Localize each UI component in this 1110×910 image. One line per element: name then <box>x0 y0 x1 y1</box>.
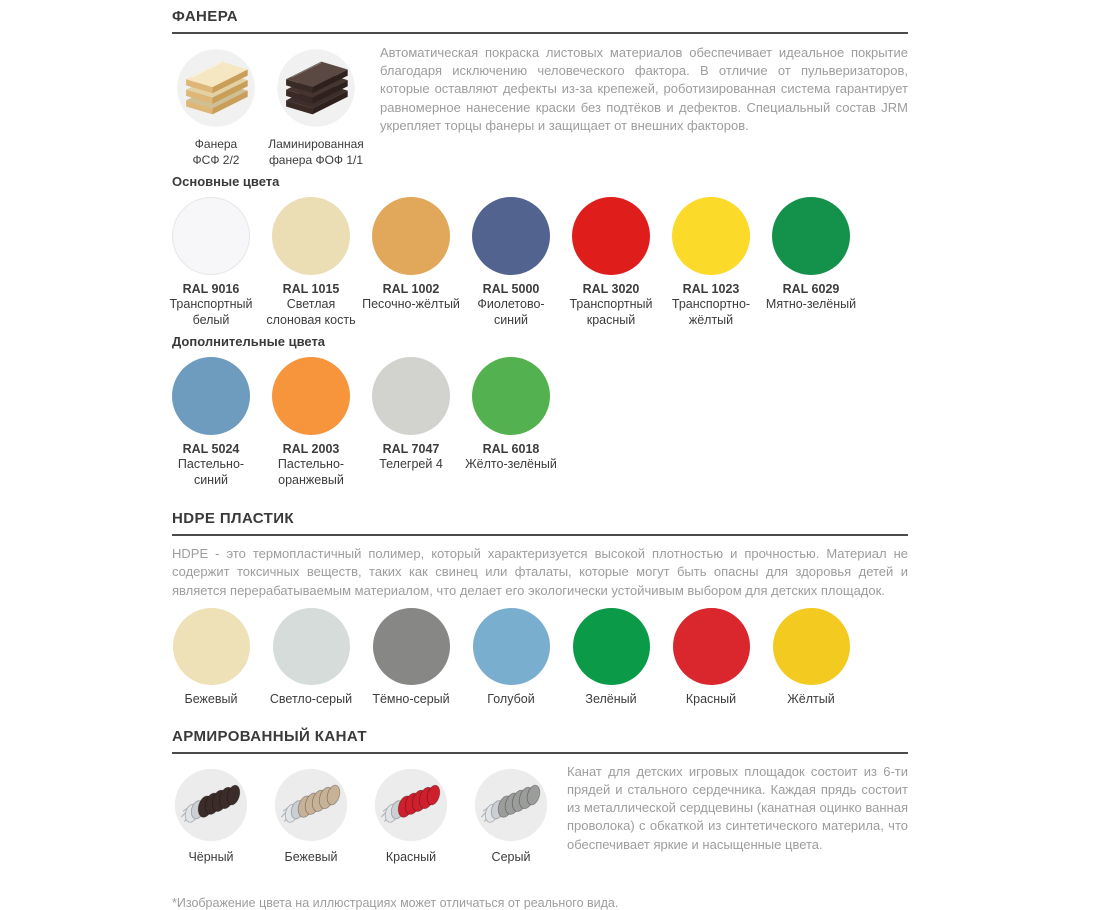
color-swatch <box>761 189 861 328</box>
color-circle <box>172 197 250 275</box>
color-circle <box>772 197 850 275</box>
color-name: Голубой <box>487 691 535 706</box>
color-circle <box>172 357 250 435</box>
color-name: Тёмно-серый <box>372 691 450 706</box>
color-circle <box>573 608 650 685</box>
color-name: Красный <box>685 691 737 706</box>
rope-image <box>261 763 361 847</box>
color-swatch <box>461 189 561 328</box>
color-swatch <box>461 600 561 706</box>
plywood-fsf-image <box>172 44 260 132</box>
section-rope <box>172 728 908 864</box>
ral-code: RAL 7047 <box>382 442 440 457</box>
plywood-description: Автоматическая покраска листовых материалов обеспечивает идеальное покрытие благодаря исключению человеческого фактора. В отличие от пульверизаторов, которые оставляют дефекты из-за крепежей, роботизированная система гарантирует равномерное нанесение краски без подтёков и дефектов. Специальный состав JRM укрепляет торцы фанеры и защищает от внешних факторов. <box>380 45 908 133</box>
plywood-intro-row <box>172 44 908 168</box>
ral-code: RAL 9016 <box>182 282 240 297</box>
color-name: Жёлто-зелёный <box>465 457 557 472</box>
main-colors-title: Основные цвета <box>172 174 280 190</box>
color-circle <box>272 197 350 275</box>
extra-colors-title: Дополнительные цвета <box>172 334 326 350</box>
color-swatch <box>561 189 661 328</box>
rope-image <box>161 763 261 847</box>
plywood-section-title: ФАНЕРА <box>172 8 908 34</box>
footnote: *Изображение цвета на иллюстрациях может отличаться от реального вида. <box>172 895 619 910</box>
rope-sample <box>461 763 561 864</box>
color-name: Транспортный красный <box>569 297 653 328</box>
color-swatch <box>261 349 361 488</box>
color-circle <box>673 608 750 685</box>
color-name: Фиолетово-синий <box>477 297 545 328</box>
ral-code: RAL 5000 <box>482 282 540 297</box>
color-swatch <box>261 600 361 706</box>
color-circle <box>672 197 750 275</box>
color-circle <box>173 608 250 685</box>
ral-code: RAL 6018 <box>482 442 540 457</box>
rope-color-name: Красный <box>385 849 437 864</box>
color-circle <box>472 357 550 435</box>
color-name: Мятно-зелёный <box>765 297 857 312</box>
color-name: Зелёный <box>585 691 637 706</box>
content-column <box>169 8 908 910</box>
rope-sample <box>361 763 461 864</box>
color-swatch <box>161 600 261 706</box>
rope-description: Канат для детских игровых площадок состоит из 6-ти прядей и стального сердечника. Каждая прядь состоит из металлической сердцевины (канатная оцинко ванная проволока) с обкаткой из синтетического материла, что обеспечивает яркие и насыщенные цвета. <box>567 763 908 852</box>
ral-code: RAL 6029 <box>782 282 840 297</box>
section-hdpe <box>172 510 908 706</box>
color-circle <box>473 608 550 685</box>
color-name: Светлая слоновая кость <box>266 297 356 328</box>
color-name: Транспортно-жёлтый <box>671 297 751 328</box>
rope-samples <box>161 763 555 864</box>
color-swatch <box>161 349 261 488</box>
rope-image <box>361 763 461 847</box>
color-name: Песочно-жёлтый <box>362 297 460 312</box>
rope-color-name: Бежевый <box>284 849 338 864</box>
color-swatch <box>761 600 861 706</box>
hdpe-colors-row <box>161 600 908 706</box>
color-swatch <box>461 349 561 488</box>
color-swatch <box>261 189 361 328</box>
color-circle <box>372 197 450 275</box>
color-circle <box>773 608 850 685</box>
hdpe-section-title: HDPE ПЛАСТИК <box>172 510 908 536</box>
plywood-samples <box>166 44 366 168</box>
ral-code: RAL 5024 <box>182 442 240 457</box>
plywood-fof-image <box>272 44 360 132</box>
plywood-fof-caption: Ламинированная фанера ФОФ 1/1 <box>268 137 364 167</box>
rope-color-name: Чёрный <box>188 849 234 864</box>
main-colors-row <box>161 189 908 328</box>
rope-image <box>461 763 561 847</box>
color-swatch <box>661 600 761 706</box>
color-circle <box>572 197 650 275</box>
color-circle <box>272 357 350 435</box>
plywood-sample-fof <box>266 44 366 168</box>
color-name: Транспортный белый <box>169 297 253 328</box>
rope-color-name: Серый <box>491 849 531 864</box>
ral-code: RAL 1023 <box>682 282 740 297</box>
color-circle <box>373 608 450 685</box>
rope-sample <box>261 763 361 864</box>
color-swatch <box>561 600 661 706</box>
color-name: Пастельно-оранжевый <box>277 457 345 488</box>
color-name: Жёлтый <box>787 691 835 706</box>
color-circle <box>472 197 550 275</box>
ral-code: RAL 2003 <box>282 442 340 457</box>
color-swatch <box>661 189 761 328</box>
rope-section-title: АРМИРОВАННЫЙ КАНАТ <box>172 728 908 754</box>
hdpe-description: HDPE - это термопластичный полимер, который характеризуется высокой плотностью и прочностью. Материал не содержит токсичных веществ, таких как свинец или фталаты, которые могут быть опасны для здоровья детей и является перерабатываемым материалом, что делает его экологически устойчивым выбором для детских площадок. <box>172 546 908 598</box>
color-circle <box>273 608 350 685</box>
color-swatch <box>161 189 261 328</box>
color-name: Светло-серый <box>269 691 353 706</box>
rope-row <box>172 763 908 864</box>
plywood-fsf-caption: Фанера ФСФ 2/2 <box>192 137 240 167</box>
color-name: Бежевый <box>184 691 238 706</box>
ral-code: RAL 1002 <box>382 282 440 297</box>
rope-sample <box>161 763 261 864</box>
ral-code: RAL 3020 <box>582 282 640 297</box>
color-swatch <box>361 349 461 488</box>
color-name: Телегрей 4 <box>379 457 443 472</box>
extra-colors-row <box>161 349 908 488</box>
color-circle <box>372 357 450 435</box>
plywood-sample-fsf <box>166 44 266 168</box>
section-plywood <box>169 8 908 488</box>
color-name: Пастельно-синий <box>177 457 245 488</box>
color-swatch <box>361 600 461 706</box>
ral-code: RAL 1015 <box>282 282 340 297</box>
color-swatch <box>361 189 461 328</box>
